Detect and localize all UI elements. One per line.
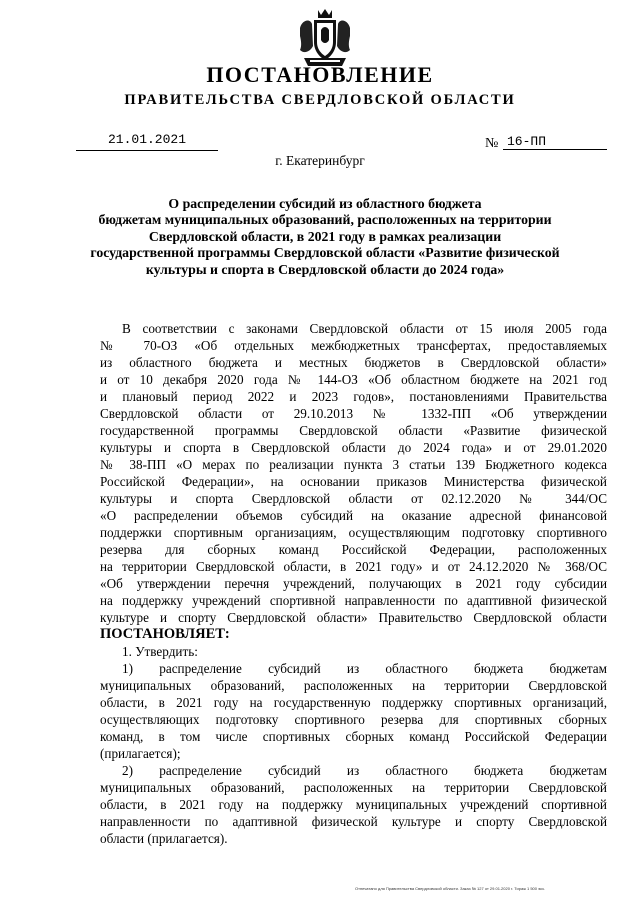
body-line: 2) распределение субсидий из областного бюджета бюджетам	[122, 763, 607, 778]
document-number: 16-ПП	[503, 134, 607, 150]
resolution-keyword: ПОСТАНОВЛЯЕТ:	[100, 626, 230, 642]
body-line: резерва для сборных команд Российской Федерации, расположенных	[100, 542, 607, 557]
body-line: на поддержку учреждений спортивной направленности по адаптивной физической	[100, 593, 607, 608]
body-line: муниципальных образований, расположенных на территории Свердловской	[100, 678, 607, 693]
body-line: команд, в том числе спортивных сборных команд Российской Федерации	[100, 729, 607, 744]
document-city: г. Екатеринбург	[275, 153, 365, 168]
body-line: Российской Федерации», на основании приказов Министерства физической	[100, 474, 607, 489]
document-title	[70, 196, 580, 278]
document-type-heading: ПОСТАНОВЛЕНИЕ	[206, 62, 434, 87]
body-line: поддержки спортивным организациям, осуществляющим подготовку спортивного	[100, 525, 607, 540]
title-line: государственной программы Свердловской области «Развитие физической	[90, 245, 560, 261]
body-line: государственной программы Свердловской области «Развитие физической	[100, 423, 607, 438]
body-line: «Об утверждении перечня учреждений, получающих в 2021 году субсидии	[100, 576, 607, 591]
body-line: и плановый период 2022 и 2023 годов», постановлениями Правительства	[100, 389, 607, 404]
document-body	[100, 320, 607, 847]
body-line: из областного бюджета и местных бюджетов в Свердловской области»	[100, 355, 607, 370]
body-line: № 38-ПП «О мерах по реализации пункта 3 статьи 139 Бюджетного кодекса	[100, 457, 607, 472]
body-line: «О распределении объемов субсидий на оказание адресной финансовой	[100, 508, 607, 523]
title-line: бюджетам муниципальных образований, расположенных на территории	[98, 212, 552, 228]
body-line: (прилагается);	[100, 746, 181, 761]
body-line: культуре и спорту Свердловской области» Правительство Свердловской области	[100, 610, 607, 625]
document-date: 21.01.2021	[76, 132, 218, 151]
title-line: Свердловской области, в 2021 году в рамках реализации	[148, 228, 502, 244]
title-line: О распределении субсидий из областного бюджета	[168, 196, 482, 211]
body-line: осуществляющих подготовку спортивного резерва для спортивных сборных	[100, 712, 607, 727]
issuing-organization: ПРАВИТЕЛЬСТВА СВЕРДЛОВСКОЙ ОБЛАСТИ	[124, 92, 516, 108]
body-line: на территории Свердловской области, в 2021 году» и от 24.12.2020 № 368/ОС	[100, 559, 607, 574]
clause-heading: 1. Утвердить:	[122, 644, 198, 659]
number-sign: №	[485, 136, 499, 151]
body-line: 1) распределение субсидий из областного бюджета бюджетам	[122, 661, 607, 676]
body-line: направленности по адаптивной физической культуре и спорту Свердловской	[100, 814, 607, 829]
body-line: культуры и спорта Свердловской области от 02.12.2020 № 344/ОС	[100, 491, 607, 506]
body-line: области (прилагается).	[100, 831, 228, 846]
body-line: культуры и спорта в Свердловской области до 2024 года» и от 29.01.2020	[100, 440, 607, 455]
body-line: области, в 2021 году на государственную поддержку спортивных организаций,	[100, 695, 607, 710]
print-footer-note: Отпечатано для Правительства Свердловской области. Заказ № 127 от 29.01.2020 г. Тираж 1 500 экз.	[355, 886, 545, 891]
body-line: и от 10 декабря 2020 года № 144-ОЗ «Об областном бюджете на 2021 год	[100, 372, 607, 387]
body-line: В соответствии с законами Свердловской области от 15 июля 2005 года	[122, 321, 607, 336]
body-line: Свердловской области от 29.10.2013 № 1332-ПП «Об утверждении	[100, 406, 607, 421]
body-line: № 70-ОЗ «Об отдельных межбюджетных трансфертах, предоставляемых	[100, 338, 607, 353]
body-line: области, в 2021 году на поддержку муниципальных учреждений спортивной	[100, 797, 607, 812]
coat-of-arms-icon	[296, 6, 354, 68]
body-line: муниципальных образований, расположенных на территории Свердловской	[100, 780, 607, 795]
title-line: культуры и спорта в Свердловской области до 2024 года»	[145, 261, 505, 277]
